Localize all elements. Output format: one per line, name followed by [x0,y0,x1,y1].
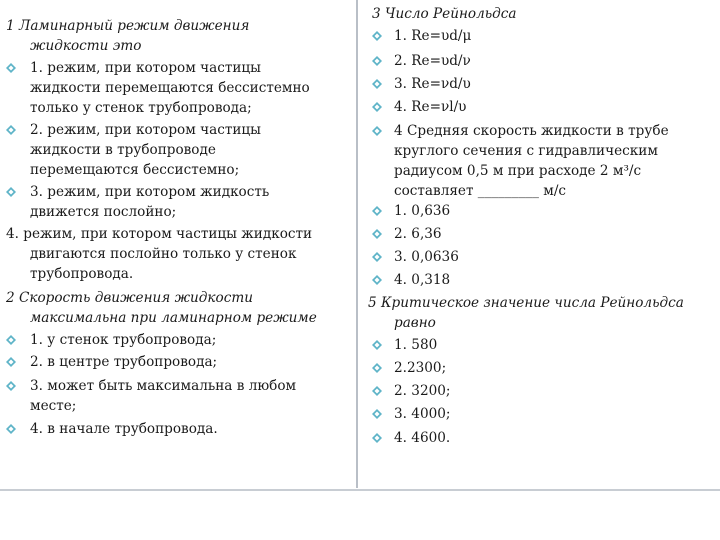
top-band [0,0,720,4]
diamond-bullet-icon [372,229,382,239]
q3-option1[interactable]: 1. Re=υd/μ [394,28,472,44]
column-divider [356,0,358,488]
q4-option3[interactable]: 3. 0,0636 [394,249,459,265]
q5-option4[interactable]: 3. 4000; [394,406,451,422]
q4-title-line2: круглого сечения с гидравлическим [394,143,658,159]
diamond-bullet-icon [372,102,382,112]
diamond-bullet-icon [372,363,382,373]
diamond-bullet-icon [6,381,16,391]
diamond-bullet-icon [6,335,16,345]
q1-option4-line2: двигаются послойно только у стенок [30,246,297,262]
q2-title-line2: максимальна при ламинарном режиме [30,310,317,326]
diamond-bullet-icon [372,31,382,41]
q2-option3-line2: месте; [30,398,77,414]
q4-title-line4: составляет _________ м/с [394,183,567,199]
q1-title-line1: 1 Ламинарный режим движения [6,18,250,34]
q2-option1[interactable]: 1. у стенок трубопровода; [30,332,217,348]
q1-option2-line2: жидкости в трубопроводе [30,142,216,158]
q4-option2[interactable]: 2. 6,36 [394,226,442,242]
q1-option2-line3: перемещаются бессистемно; [30,162,240,178]
q4-option1[interactable]: 1. 0,636 [394,203,451,219]
diamond-bullet-icon [372,433,382,443]
diamond-bullet-icon [372,386,382,396]
diamond-bullet-icon [6,63,16,73]
q1-option3-line2: движется послойно; [30,204,177,220]
diamond-bullet-icon [6,187,16,197]
q1-option4-line1[interactable]: 4. режим, при котором частицы жидкости [6,226,313,242]
diamond-bullet-icon [372,275,382,285]
diamond-bullet-icon [372,56,382,66]
q1-option4-line3: трубопровода. [30,266,134,282]
q4-title-line1: 4 Средняя скорость жидкости в трубе [394,123,669,139]
q5-option1[interactable]: 1. 580 [394,337,438,353]
q4-option4[interactable]: 4. 0,318 [394,272,451,288]
q1-option1-line1[interactable]: 1. режим, при котором частицы [30,60,261,76]
diamond-bullet-icon [6,357,16,367]
q5-title-line2: равно [394,315,436,331]
q5-option3[interactable]: 2. 3200; [394,383,451,399]
q5-option2[interactable]: 2.2300; [394,360,447,376]
q3-option4[interactable]: 4. Re=νl/υ [394,99,467,115]
diamond-bullet-icon [372,206,382,216]
q5-title-line1: 5 Критическое значение числа Рейнольдса [368,295,684,311]
q4-title-line3: радиусом 0,5 м при расходе 2 м³/с [394,163,642,179]
q1-option3-line1[interactable]: 3. режим, при котором жидкость [30,184,270,200]
q2-option2[interactable]: 2. в центре трубопровода; [30,354,218,370]
diamond-bullet-icon [6,125,16,135]
q3-option2[interactable]: 2. Re=υd/ν [394,53,471,69]
q5-option5[interactable]: 4. 4600. [394,430,451,446]
q1-title-line2: жидкости это [30,38,142,54]
q1-option2-line1[interactable]: 2. режим, при котором частицы [30,122,261,138]
q1-option1-line3: только у стенок трубопровода; [30,100,252,116]
q2-option3-line1[interactable]: 3. может быть максимальна в любом [30,378,297,394]
diamond-bullet-icon [372,409,382,419]
q3-title: 3 Число Рейнольдса [372,6,517,22]
bottom-rule [0,489,720,491]
diamond-bullet-icon [372,126,382,136]
q2-title-line1: 2 Скорость движения жидкости [6,290,253,306]
q3-option3[interactable]: 3. Re=νd/υ [394,76,471,92]
diamond-bullet-icon [6,424,16,434]
diamond-bullet-icon [372,79,382,89]
q2-option4[interactable]: 4. в начале трубопровода. [30,421,218,437]
diamond-bullet-icon [372,252,382,262]
diamond-bullet-icon [372,340,382,350]
q1-option1-line2: жидкости перемещаются бессистемно [30,80,310,96]
